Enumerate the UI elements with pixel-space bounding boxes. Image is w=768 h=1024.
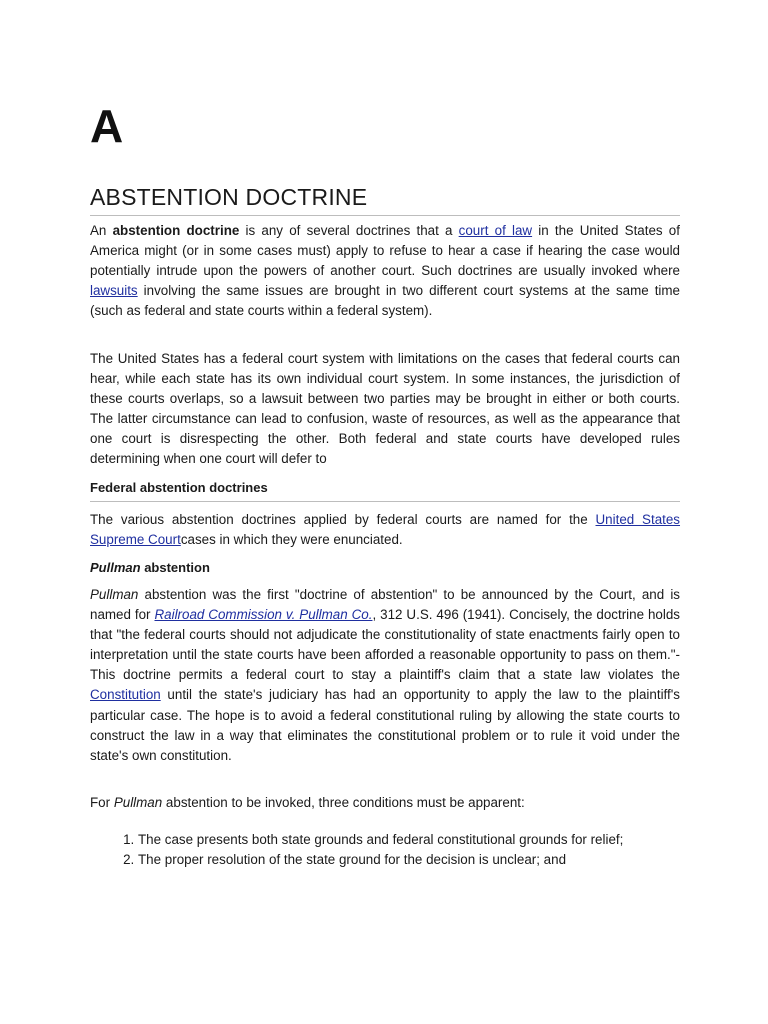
term-bold: abstention doctrine xyxy=(112,223,240,238)
intro-section xyxy=(90,221,680,321)
federal-section xyxy=(90,510,680,550)
list-item: 2. The proper resolution of the state ground for the decision is unclear; and xyxy=(138,850,728,870)
pullman-paragraph-2: For Pullman abstention to be invoked, three conditions must be apparent: xyxy=(90,795,525,810)
intro-paragraph-2-wrap xyxy=(90,349,680,470)
lawsuits-link[interactable]: lawsuits xyxy=(90,283,138,299)
federal-abstention-heading: Federal abstention doctrines xyxy=(90,478,680,502)
railroad-commission-link[interactable]: Railroad Commission v. Pullman Co. xyxy=(154,607,373,623)
intro-paragraph-2: The United States has a federal court system with limitations on the cases that federal courts can hear, while each state has its own individual court system. In some instances, the jurisdiction of these courts overlaps, so a lawsuit between two parties may be brought in either or both courts. The latter circumstance can lead to confusion, waste of resources, as well as the appearance that one court is disrespecting the other. Both federal and state courts have developed rules determining when one court will defer to xyxy=(90,351,680,467)
pullman-heading: Pullman abstention xyxy=(90,560,210,575)
pullman-section xyxy=(90,585,680,766)
pullman-conditions-intro xyxy=(90,793,680,813)
intro-paragraph-1: An abstention doctrine is any of several doctrines that a court of law in the United States of America might (or in some cases must) apply to refuse to hear a case if hearing the case would potentially intrude upon the powers of another court. Such doctrines are usually invoked where lawsuits involving the same issues are brought in two different court systems at the same time (such as federal and state courts within a federal system). xyxy=(90,223,680,319)
pullman-paragraph-1: Pullman abstention was the first "doctrine of abstention" to be announced by the Court, and is named for Railroad Commission v. Pullman Co., 312 U.S. 496 (1941). Concisely, the doctrine holds that "the federal courts should not adjudicate the constitutionality of state enactments fairly open to interpretation until the state courts have been afforded a reasonable opportunity to pass on them."- This doctrine permits a federal court to stay a plaintiff's claim that a state law violates the Constitution until the state's judiciary has had an opportunity to apply the law to the plaintiff's particular case. The hope is to avoid a federal constitutional ruling by allowing the state courts to construct the law in a way that eliminates the constitutional problem or to rule it void under the state's own constitution. xyxy=(90,587,680,763)
list-item: 1. The case presents both state grounds and federal constitutional grounds for relief; xyxy=(138,830,728,850)
conditions-list xyxy=(90,830,728,870)
supreme-court-link[interactable]: United States Supreme Court xyxy=(90,512,681,548)
constitution-link[interactable]: Constitution xyxy=(90,687,161,703)
court-of-law-link[interactable]: court of law xyxy=(458,223,533,238)
article-title: ABSTENTION DOCTRINE xyxy=(90,182,680,216)
federal-paragraph: The various abstention doctrines applied by federal courts are named for the United States Supreme Courtcases in which they were enunciated. xyxy=(90,512,681,548)
section-letter: A xyxy=(90,100,124,152)
